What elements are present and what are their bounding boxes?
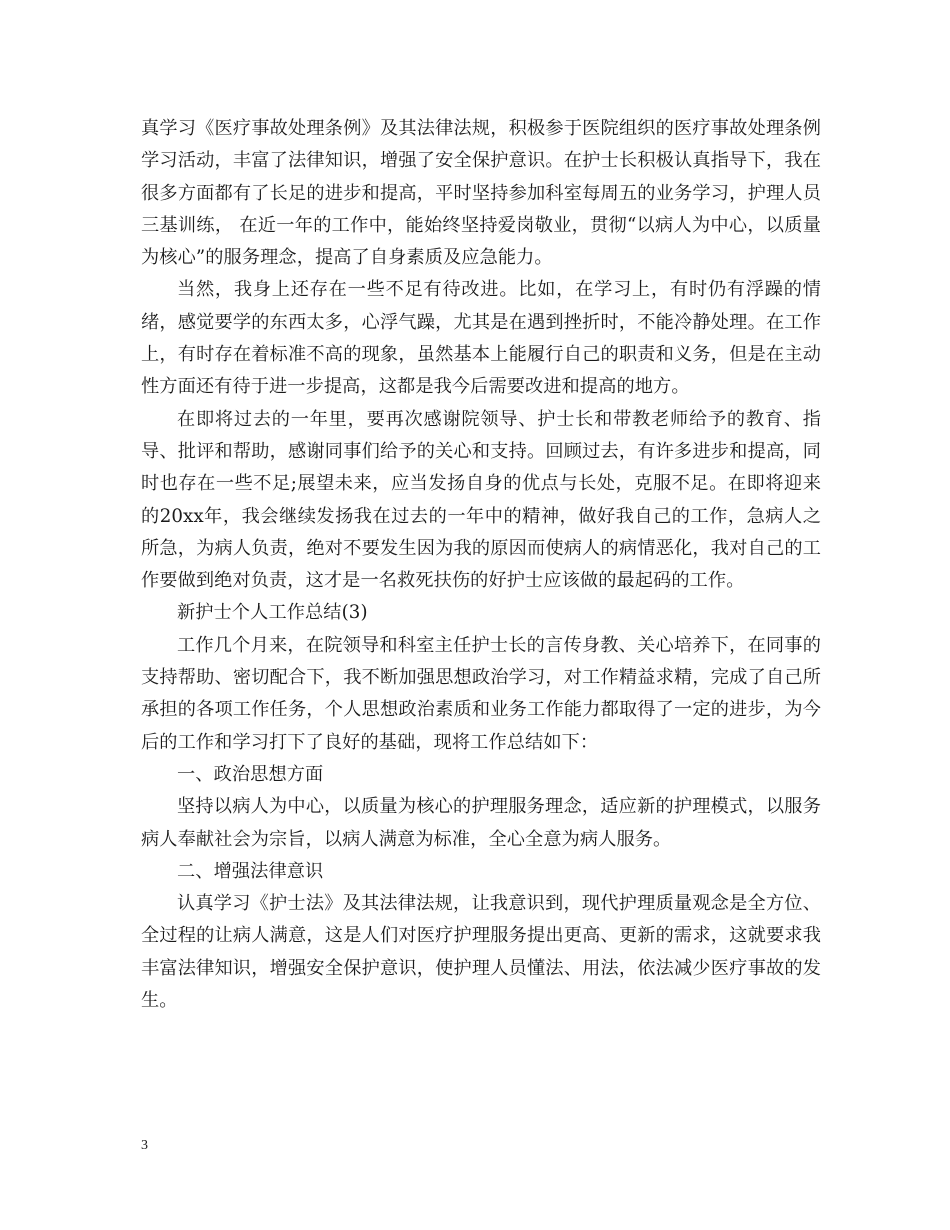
section-title-summary-3: 新护士个人工作总结(3) bbox=[177, 602, 368, 624]
paragraph-9: 认真学习《护士法》及其法律法规，让我意识到，现代护理质量观念是全方位、全过程的让病人满意，这是人们对医疗护理服务提出更高、更新的需求，这就要求我丰富法律知识，增强安全保护意识，使护理人员懂法、用法，依法减少医疗事故的发生。 bbox=[141, 893, 821, 1012]
document-body bbox=[141, 113, 821, 1017]
paragraph-3: 在即将过去的一年里，要再次感谢院领导、护士长和带教老师给予的教育、指导、批评和帮助，感谢同事们给予的关心和支持。回顾过去，有许多进步和提高，同时也存在一些不足;展望未来，应当发扬自身的优点与长处，克服不足。在即将迎来的20xx年，我会继续发扬我在过去的一年中的精神，做好我自己的工作，急病人之所急，为病人负责，绝对不要发生因为我的原因而使病人的病情恶化，我对自己的工作要做到绝对负责，这才是一名救死扶伤的好护士应该做的最起码的工作。 bbox=[141, 408, 821, 592]
heading-political-thought: 一、政治思想方面 bbox=[177, 763, 324, 785]
page-number: 3 bbox=[141, 1138, 148, 1153]
heading-legal-awareness: 二、增强法律意识 bbox=[177, 860, 324, 882]
paragraph-7: 坚持以病人为中心，以质量为核心的护理服务理念，适应新的护理模式，以服务病人奉献社会为宗旨，以病人满意为标准，全心全意为病人服务。 bbox=[141, 796, 821, 850]
paragraph-1: 真学习《医疗事故处理条例》及其法律法规，积极参于医院组织的医疗事故处理条例学习活动，丰富了法律知识，增强了安全保护意识。在护士长积极认真指导下，我在很多方面都有了长足的进步和提高，平时坚持参加科室每周五的业务学习，护理人员三基训练， 在近一年的工作中，能始终坚持爱岗敬业，贯彻“以病人为中心，以质量为核心”的服务理念，提高了自身素质及应急能力。 bbox=[141, 118, 821, 269]
paragraph-2: 当然，我身上还存在一些不足有待改进。比如，在学习上，有时仍有浮躁的情绪，感觉要学的东西太多，心浮气躁，尤其是在遇到挫折时，不能冷静处理。在工作上，有时存在着标准不高的现象，虽然基本上能履行自己的职责和义务，但是在主动性方面还有待于进一步提高，这都是我今后需要改进和提高的地方。 bbox=[141, 279, 821, 398]
paragraph-5: 工作几个月来，在院领导和科室主任护士长的言传身教、关心培养下，在同事的支持帮助、密切配合下，我不断加强思想政治学习，对工作精益求精，完成了自己所承担的各项工作任务，个人思想政治素质和业务工作能力都取得了一定的进步，为今后的工作和学习打下了良好的基础，现将工作总结如下： bbox=[141, 634, 821, 753]
